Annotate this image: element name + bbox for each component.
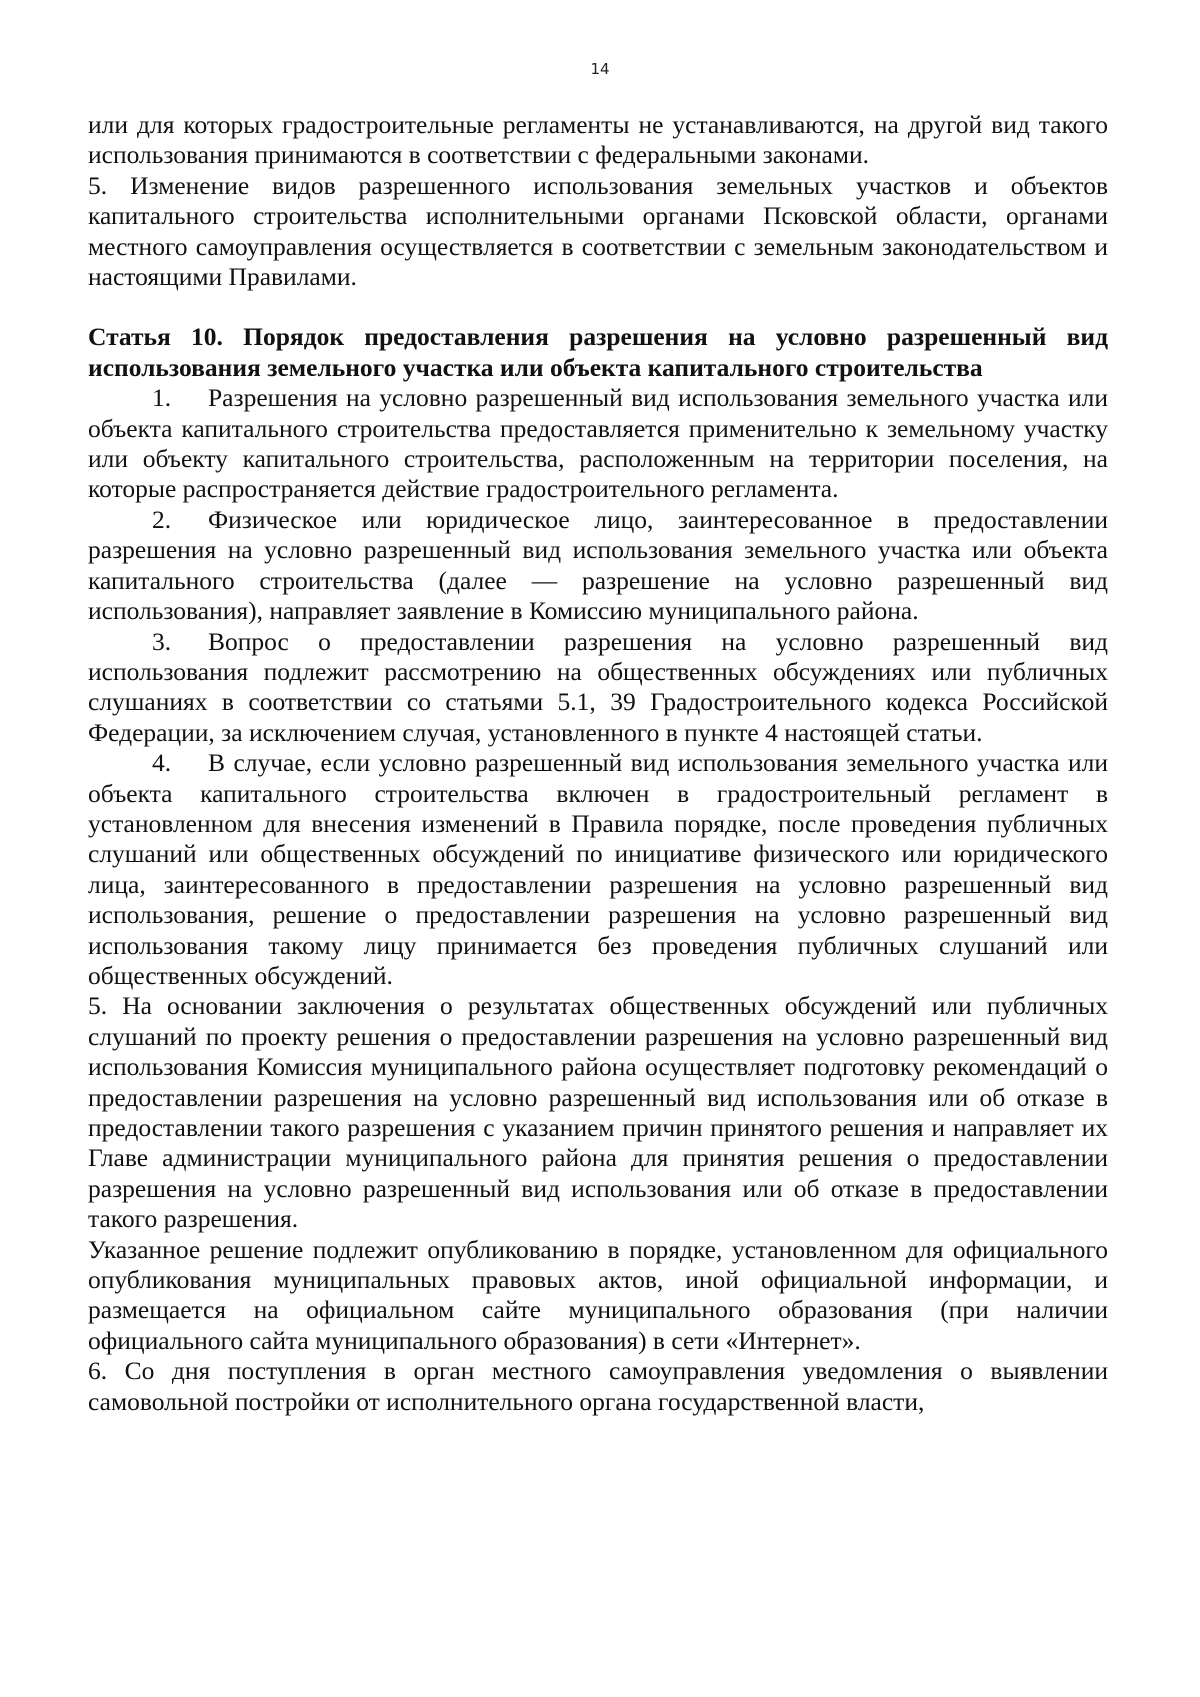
document-body bbox=[88, 110, 1108, 1417]
item-text: Физическое или юридическое лицо, заинтересованное в предоставлении разрешения на условно разрешенный вид использования земельного участка или объекта капитального строительства (далее — разрешение на условно разрешенный вид использования), направляет заявление в Комиссию муниципального района. bbox=[88, 504, 1108, 626]
article-10-heading: Статья 10. Порядок предоставления разрешения на условно разрешенный вид использования земельного участка или объекта капитального строительства bbox=[88, 322, 1108, 382]
article-10-item-1 bbox=[88, 383, 1108, 505]
item-number: 4. bbox=[152, 748, 172, 778]
item-text: Разрешения на условно разрешенный вид использования земельного участка или объекта капитального строительства предоставляется применительно к земельному участку или объекту капитального строительства, расположенным на территории поселения, на которые распространяется действие градостроительного регламента. bbox=[88, 383, 1108, 504]
paragraph-continuation: или для которых градостроительные регламенты не устанавливаются, на другой вид такого использования принимаются в соответствии с федеральными законами. bbox=[88, 110, 1108, 170]
article-10-item-3 bbox=[88, 627, 1108, 749]
article-10-item-5-publication: Указанное решение подлежит опубликованию в порядке, установленном для официального опубликования муниципальных правовых актов, иной официальной информации, и размещается на официальном сайте муниципального образования (при наличии официального сайта муниципального образования) в сети «Интернет». bbox=[88, 1234, 1108, 1355]
paragraph-5-land-use-change: 5. Изменение видов разрешенного использования земельных участков и объектов капитального строительства исполнительными органами Псковской области, органами местного самоуправления осуществляется в соответствии с земельным законодательством и настоящими Правилами. bbox=[88, 170, 1108, 292]
article-10-item-6: 6. Со дня поступления в орган местного самоуправления уведомления о выявлении самовольной постройки от исполнительного органа государственной власти, bbox=[88, 1356, 1108, 1416]
item-text: В случае, если условно разрешенный вид использования земельного участка или объекта капитального строительства включен в градостроительный регламент в установленном для внесения изменений в Правила порядке, после проведения публичных слушаний или общественных обсуждений по инициативе физического или юридического лица, заинтересованного в предоставлении разрешения на условно разрешенный вид использования, решение о предоставлении разрешения на условно разрешенный вид использования такому лицу принимается без проведения публичных слушаний или общественных обсуждений. bbox=[88, 748, 1108, 990]
item-number: 2. bbox=[152, 504, 172, 534]
item-number: 1. bbox=[152, 383, 172, 413]
item-number: 3. bbox=[152, 626, 172, 656]
article-10-item-2 bbox=[88, 505, 1108, 627]
item-text: Вопрос о предоставлении разрешения на условно разрешенный вид использования подлежит рассмотрению на общественных обсуждениях или публичных слушаниях в соответствии со статьями 5.1, 39 Градостроительного кодекса Российской Федерации, за исключением случая, установленного в пункте 4 настоящей статьи. bbox=[88, 626, 1108, 747]
article-10-item-4 bbox=[88, 748, 1108, 991]
page-number: 14 bbox=[590, 60, 610, 78]
article-10-item-5: 5. На основании заключения о результатах общественных обсуждений или публичных слушаний по проекту решения о предоставлении разрешения на условно разрешенный вид использования Комиссия муниципального района осуществляет подготовку рекомендаций о предоставлении разрешения на условно разрешенный вид использования или об отказе в предоставлении такого разрешения с указанием причин принятого решения и направляет их Главе администрации муниципального района для принятия решения о предоставлении разрешения на условно разрешенный вид использования или об отказе в предоставлении такого разрешения. bbox=[88, 991, 1108, 1234]
